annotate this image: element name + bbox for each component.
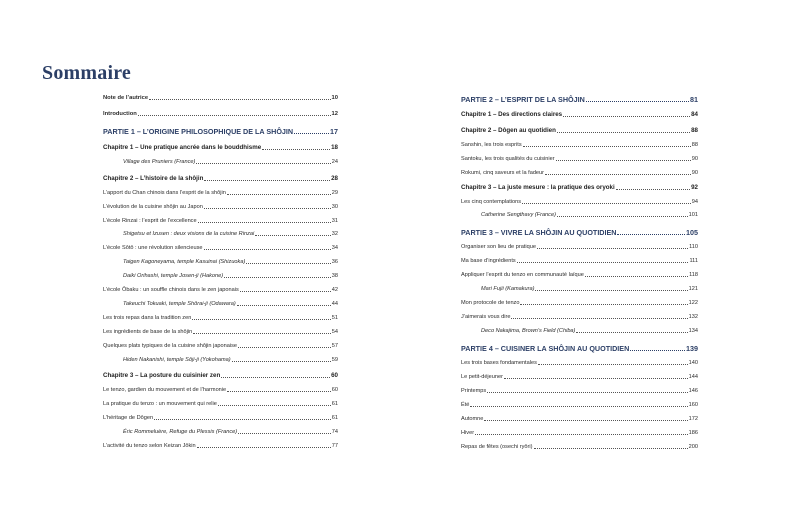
toc-entry[interactable] bbox=[461, 328, 698, 335]
dot-leader bbox=[557, 132, 690, 133]
toc-entry-label: PARTIE 4 – CUISINER LA SHÔJIN AU QUOTIDIEN bbox=[461, 344, 630, 353]
toc-entry[interactable] bbox=[461, 430, 698, 437]
toc-entry[interactable] bbox=[461, 142, 698, 149]
dot-leader bbox=[238, 347, 331, 348]
toc-entry[interactable] bbox=[103, 95, 338, 102]
toc-entry-label: Shigetsu et Izusen : deux visions de la cuisine Rinzai bbox=[123, 231, 255, 237]
toc-entry[interactable] bbox=[103, 315, 338, 322]
dot-leader bbox=[557, 216, 688, 217]
toc-entry[interactable] bbox=[461, 95, 698, 104]
toc-entry[interactable] bbox=[461, 344, 698, 353]
dot-leader bbox=[522, 203, 691, 204]
toc-entry-page-number: 60 bbox=[331, 387, 338, 393]
toc-entry[interactable] bbox=[103, 429, 338, 436]
toc-entry-page-number: 38 bbox=[331, 273, 338, 279]
toc-entry-page-number: 121 bbox=[688, 286, 698, 292]
toc-entry-page-number: 54 bbox=[331, 329, 338, 335]
toc-entry-page-number: 31 bbox=[331, 218, 338, 224]
toc-entry-label: Ma base d’ingrédients bbox=[461, 258, 516, 264]
toc-entry[interactable] bbox=[103, 159, 338, 166]
toc-entry[interactable] bbox=[103, 218, 338, 225]
toc-entry[interactable] bbox=[461, 314, 698, 321]
toc-entry-page-number: 61 bbox=[331, 401, 338, 407]
toc-entry[interactable] bbox=[461, 416, 698, 423]
toc-entry-page-number: 90 bbox=[691, 156, 698, 162]
toc-entry-page-number: 94 bbox=[691, 199, 698, 205]
toc-entry-page-number: 140 bbox=[688, 360, 698, 366]
dot-leader bbox=[197, 447, 331, 448]
toc-entry-page-number: 84 bbox=[691, 111, 698, 118]
dot-leader bbox=[576, 332, 687, 333]
dot-leader bbox=[487, 392, 687, 393]
dot-leader bbox=[196, 163, 330, 164]
dot-leader bbox=[204, 208, 331, 209]
toc-entry-label: Hiden Nakanishi, temple Sôji-ji (Yokohama) bbox=[123, 357, 231, 363]
toc-entry-page-number: 160 bbox=[688, 402, 698, 408]
dot-leader bbox=[218, 405, 331, 406]
dot-leader bbox=[227, 194, 331, 195]
toc-entry-page-number: 18 bbox=[331, 144, 338, 151]
toc-entry-page-number: 10 bbox=[331, 95, 338, 101]
toc-entry[interactable] bbox=[461, 402, 698, 409]
toc-entry-label: Chapitre 1 – Une pratique ancrée dans le bouddhisme bbox=[103, 144, 262, 151]
dot-leader bbox=[616, 189, 690, 190]
toc-entry[interactable] bbox=[103, 401, 338, 408]
toc-entry-label: La pratique du tenzo : un mouvement qui relie bbox=[103, 401, 217, 407]
toc-entry[interactable] bbox=[461, 272, 698, 279]
toc-entry-label: J’aimerais vous dire bbox=[461, 314, 511, 320]
toc-entry-label: Santoku, les trois qualités du cuisinier bbox=[461, 156, 555, 162]
toc-entry[interactable] bbox=[461, 360, 698, 367]
dot-leader bbox=[535, 290, 687, 291]
toc-entry-label: Les trois bases fondamentales bbox=[461, 360, 537, 366]
toc-entry-label: Les ingrédients de base de la shôjin bbox=[103, 329, 193, 335]
toc-entry-label: Introduction bbox=[103, 111, 137, 117]
toc-entry[interactable] bbox=[103, 287, 338, 294]
dot-leader bbox=[240, 291, 331, 292]
toc-entry[interactable] bbox=[461, 127, 698, 135]
toc-entry-page-number: 132 bbox=[688, 314, 698, 320]
toc-entry-label: Hiver bbox=[461, 430, 475, 436]
dot-leader bbox=[227, 391, 331, 392]
toc-entry-label: Chapitre 3 – La juste mesure : la pratique des oryoki bbox=[461, 184, 615, 191]
toc-entry[interactable] bbox=[461, 444, 698, 451]
toc-entry-label: Les cinq contemplations bbox=[461, 199, 522, 205]
toc-entry-label: L’apport du Chan chinois dans l’esprit de la shôjin bbox=[103, 190, 226, 196]
toc-entry[interactable] bbox=[461, 156, 698, 163]
toc-entry-label: Éric Rommeluère, Refuge du Plessis (France) bbox=[123, 429, 238, 435]
toc-entry-label: Rokumi, cinq saveurs et la fadeur bbox=[461, 170, 545, 176]
toc-entry-page-number: 77 bbox=[331, 443, 338, 449]
toc-entry[interactable] bbox=[103, 127, 338, 136]
dot-leader bbox=[586, 101, 689, 102]
toc-entry-label: Les trois repas dans la tradition zen bbox=[103, 315, 192, 321]
toc-entry[interactable] bbox=[461, 258, 698, 265]
dot-leader bbox=[238, 433, 331, 434]
toc-entry-label: Chapitre 3 – La posture du cuisinier zen bbox=[103, 372, 221, 379]
toc-entry-label: Village des Pruniers (France) bbox=[123, 159, 196, 165]
toc-entry-label: Chapitre 2 – L’histoire de la shôjin bbox=[103, 175, 204, 182]
dot-leader bbox=[198, 222, 331, 223]
toc-entry[interactable] bbox=[103, 415, 338, 422]
toc-entry-page-number: 61 bbox=[331, 415, 338, 421]
dot-leader bbox=[192, 319, 330, 320]
toc-entry-page-number: 134 bbox=[688, 328, 698, 334]
toc-entry-label: Été bbox=[461, 402, 470, 408]
toc-entry[interactable] bbox=[103, 443, 338, 450]
toc-entry[interactable] bbox=[461, 111, 698, 119]
toc-entry[interactable] bbox=[103, 301, 338, 308]
dot-leader bbox=[511, 318, 687, 319]
toc-entry-page-number: 57 bbox=[331, 343, 338, 349]
dot-leader bbox=[534, 448, 688, 449]
toc-entry[interactable] bbox=[103, 387, 338, 394]
dot-leader bbox=[585, 276, 688, 277]
toc-entry-label: Taigen Kagoneyama, temple Kasuinai (Shizuoka) bbox=[123, 259, 246, 265]
toc-entry[interactable] bbox=[461, 374, 698, 381]
toc-entry[interactable] bbox=[103, 144, 338, 152]
toc-entry-page-number: 105 bbox=[686, 228, 698, 237]
toc-entry-label: Chapitre 2 – Dôgen au quotidien bbox=[461, 127, 556, 134]
toc-entry[interactable] bbox=[461, 212, 698, 219]
toc-entry-label: Note de l’autrice bbox=[103, 95, 149, 101]
toc-entry-label: Organiser son lieu de pratique bbox=[461, 244, 536, 250]
toc-entry-page-number: 88 bbox=[691, 127, 698, 134]
toc-entry-page-number: 122 bbox=[688, 300, 698, 306]
toc-entry-page-number: 90 bbox=[691, 170, 698, 176]
toc-entry-page-number: 200 bbox=[688, 444, 698, 450]
dot-leader bbox=[138, 115, 331, 116]
dot-leader bbox=[237, 305, 331, 306]
toc-entry-label: Appliquer l’esprit du tenzo en communauté laïque bbox=[461, 272, 584, 278]
toc-entry-page-number: 92 bbox=[691, 184, 698, 191]
toc-entry[interactable] bbox=[103, 357, 338, 364]
toc-entry-page-number: 32 bbox=[331, 231, 338, 237]
toc-entry-page-number: 59 bbox=[331, 357, 338, 363]
toc-entry[interactable] bbox=[461, 300, 698, 307]
toc-entry-page-number: 29 bbox=[331, 190, 338, 196]
toc-entry-label: Chapitre 1 – Des directions claires bbox=[461, 111, 563, 118]
dot-leader bbox=[545, 174, 691, 175]
toc-entry-label: Repas de fêtes (osechi ryôri) bbox=[461, 444, 533, 450]
toc-entry-label: Mon protocole de tenzo bbox=[461, 300, 520, 306]
toc-entry[interactable] bbox=[103, 231, 338, 238]
toc-entry-label: Automne bbox=[461, 416, 484, 422]
toc-entry-label: PARTIE 1 – L’ORIGINE PHILOSOPHIQUE DE LA SHÔJIN bbox=[103, 127, 294, 136]
toc-entry-label: Sanshin, les trois esprits bbox=[461, 142, 522, 148]
toc-entry[interactable] bbox=[103, 190, 338, 197]
toc-entry-page-number: 60 bbox=[331, 372, 338, 379]
toc-entry-label: L’école Rinzai : l’esprit de l’excellence bbox=[103, 218, 197, 224]
toc-entry-page-number: 17 bbox=[330, 127, 338, 136]
dot-leader bbox=[204, 180, 330, 181]
toc-entry-label: L’activité du tenzo selon Keizan Jôkin bbox=[103, 443, 196, 449]
toc-entry[interactable] bbox=[461, 199, 698, 206]
dot-leader bbox=[193, 333, 331, 334]
toc-entry-page-number: 12 bbox=[331, 111, 338, 117]
toc-entry-label: Le tenzo, gardien du mouvement et de l’harmonie bbox=[103, 387, 227, 393]
dot-leader bbox=[556, 160, 691, 161]
toc-entry[interactable] bbox=[103, 372, 338, 380]
toc-entry[interactable] bbox=[103, 204, 338, 211]
toc-entry[interactable] bbox=[103, 329, 338, 336]
dot-leader bbox=[470, 406, 687, 407]
toc-entry[interactable] bbox=[461, 388, 698, 395]
toc-entry-label: L’école Ôbaku : un souffle chinois dans le zen japonais bbox=[103, 287, 239, 293]
toc-entry-page-number: 146 bbox=[688, 388, 698, 394]
toc-entry-page-number: 24 bbox=[331, 159, 338, 165]
toc-entry-page-number: 144 bbox=[688, 374, 698, 380]
toc-entry-label: L’évolution de la cuisine shôjin au Japon bbox=[103, 204, 203, 210]
toc-entry-label: Deco Nakajima, Brown’s Field (Chiba) bbox=[481, 328, 576, 334]
toc-entry-page-number: 28 bbox=[331, 175, 338, 182]
dot-leader bbox=[538, 364, 688, 365]
dot-leader bbox=[617, 234, 685, 235]
dot-leader bbox=[224, 277, 331, 278]
toc-entry-label: Mari Fujii (Kamakura) bbox=[481, 286, 535, 292]
dot-leader bbox=[294, 133, 329, 134]
toc-entry-label: Quelques plats typiques de la cuisine shôjin japonaise bbox=[103, 343, 238, 349]
dot-leader bbox=[537, 248, 688, 249]
toc-entry-page-number: 101 bbox=[688, 212, 698, 218]
toc-entry[interactable] bbox=[103, 343, 338, 350]
dot-leader bbox=[204, 249, 331, 250]
toc-entry-page-number: 118 bbox=[689, 272, 698, 278]
toc-entry[interactable] bbox=[103, 259, 338, 266]
toc-entry-label: Le petit-déjeuner bbox=[461, 374, 503, 380]
toc-entry-page-number: 44 bbox=[331, 301, 338, 307]
dot-leader bbox=[154, 419, 331, 420]
toc-entry-label: Daiki Orihashi, temple Josen-ji (Hakone) bbox=[123, 273, 224, 279]
toc-entry-page-number: 51 bbox=[331, 315, 338, 321]
dot-leader bbox=[255, 235, 331, 236]
page-title: Sommaire bbox=[42, 62, 131, 84]
toc-entry-page-number: 42 bbox=[331, 287, 338, 293]
toc-entry[interactable] bbox=[461, 228, 698, 237]
toc-entry-page-number: 74 bbox=[331, 429, 338, 435]
toc-entry-label: PARTIE 2 – L’ESPRIT DE LA SHÔJIN bbox=[461, 95, 585, 104]
toc-entry-page-number: 172 bbox=[688, 416, 698, 422]
toc-entry-label: Catherine Sengthavy (France) bbox=[481, 212, 556, 218]
dot-leader bbox=[246, 263, 330, 264]
toc-entry[interactable] bbox=[103, 245, 338, 252]
toc-entry[interactable] bbox=[103, 111, 338, 118]
dot-leader bbox=[517, 262, 689, 263]
dot-leader bbox=[221, 377, 330, 378]
toc-entry[interactable] bbox=[461, 244, 698, 251]
dot-leader bbox=[149, 99, 330, 100]
dot-leader bbox=[563, 116, 690, 117]
dot-leader bbox=[523, 146, 691, 147]
toc-entry[interactable] bbox=[461, 170, 698, 177]
toc-entry-page-number: 110 bbox=[689, 244, 698, 250]
toc-entry-page-number: 30 bbox=[331, 204, 338, 210]
toc-entry-page-number: 111 bbox=[689, 258, 698, 264]
dot-leader bbox=[630, 350, 685, 351]
toc-entry-label: Takeuchi Tokuaki, temple Shôrai-ji (Odawara) bbox=[123, 301, 236, 307]
dot-leader bbox=[520, 304, 687, 305]
toc-entry-label: Printemps bbox=[461, 388, 487, 394]
dot-leader bbox=[232, 361, 331, 362]
toc-entry-page-number: 88 bbox=[691, 142, 698, 148]
toc-entry-page-number: 34 bbox=[331, 245, 338, 251]
toc-entry[interactable] bbox=[103, 273, 338, 280]
toc-entry-page-number: 186 bbox=[688, 430, 698, 436]
toc-entry-page-number: 139 bbox=[686, 344, 698, 353]
toc-entry[interactable] bbox=[103, 175, 338, 183]
toc-entry-page-number: 81 bbox=[690, 95, 698, 104]
toc-entry-label: L’héritage de Dôgen bbox=[103, 415, 154, 421]
toc-entry-label: L’école Sôtô : une révolution silencieuse bbox=[103, 245, 203, 251]
toc-entry[interactable] bbox=[461, 184, 698, 192]
dot-leader bbox=[504, 378, 688, 379]
toc-entry[interactable] bbox=[461, 286, 698, 293]
dot-leader bbox=[262, 149, 330, 150]
dot-leader bbox=[484, 420, 687, 421]
toc-entry-label: PARTIE 3 – VIVRE LA SHÔJIN AU QUOTIDIEN bbox=[461, 228, 617, 237]
dot-leader bbox=[475, 434, 688, 435]
toc-entry-page-number: 36 bbox=[331, 259, 338, 265]
